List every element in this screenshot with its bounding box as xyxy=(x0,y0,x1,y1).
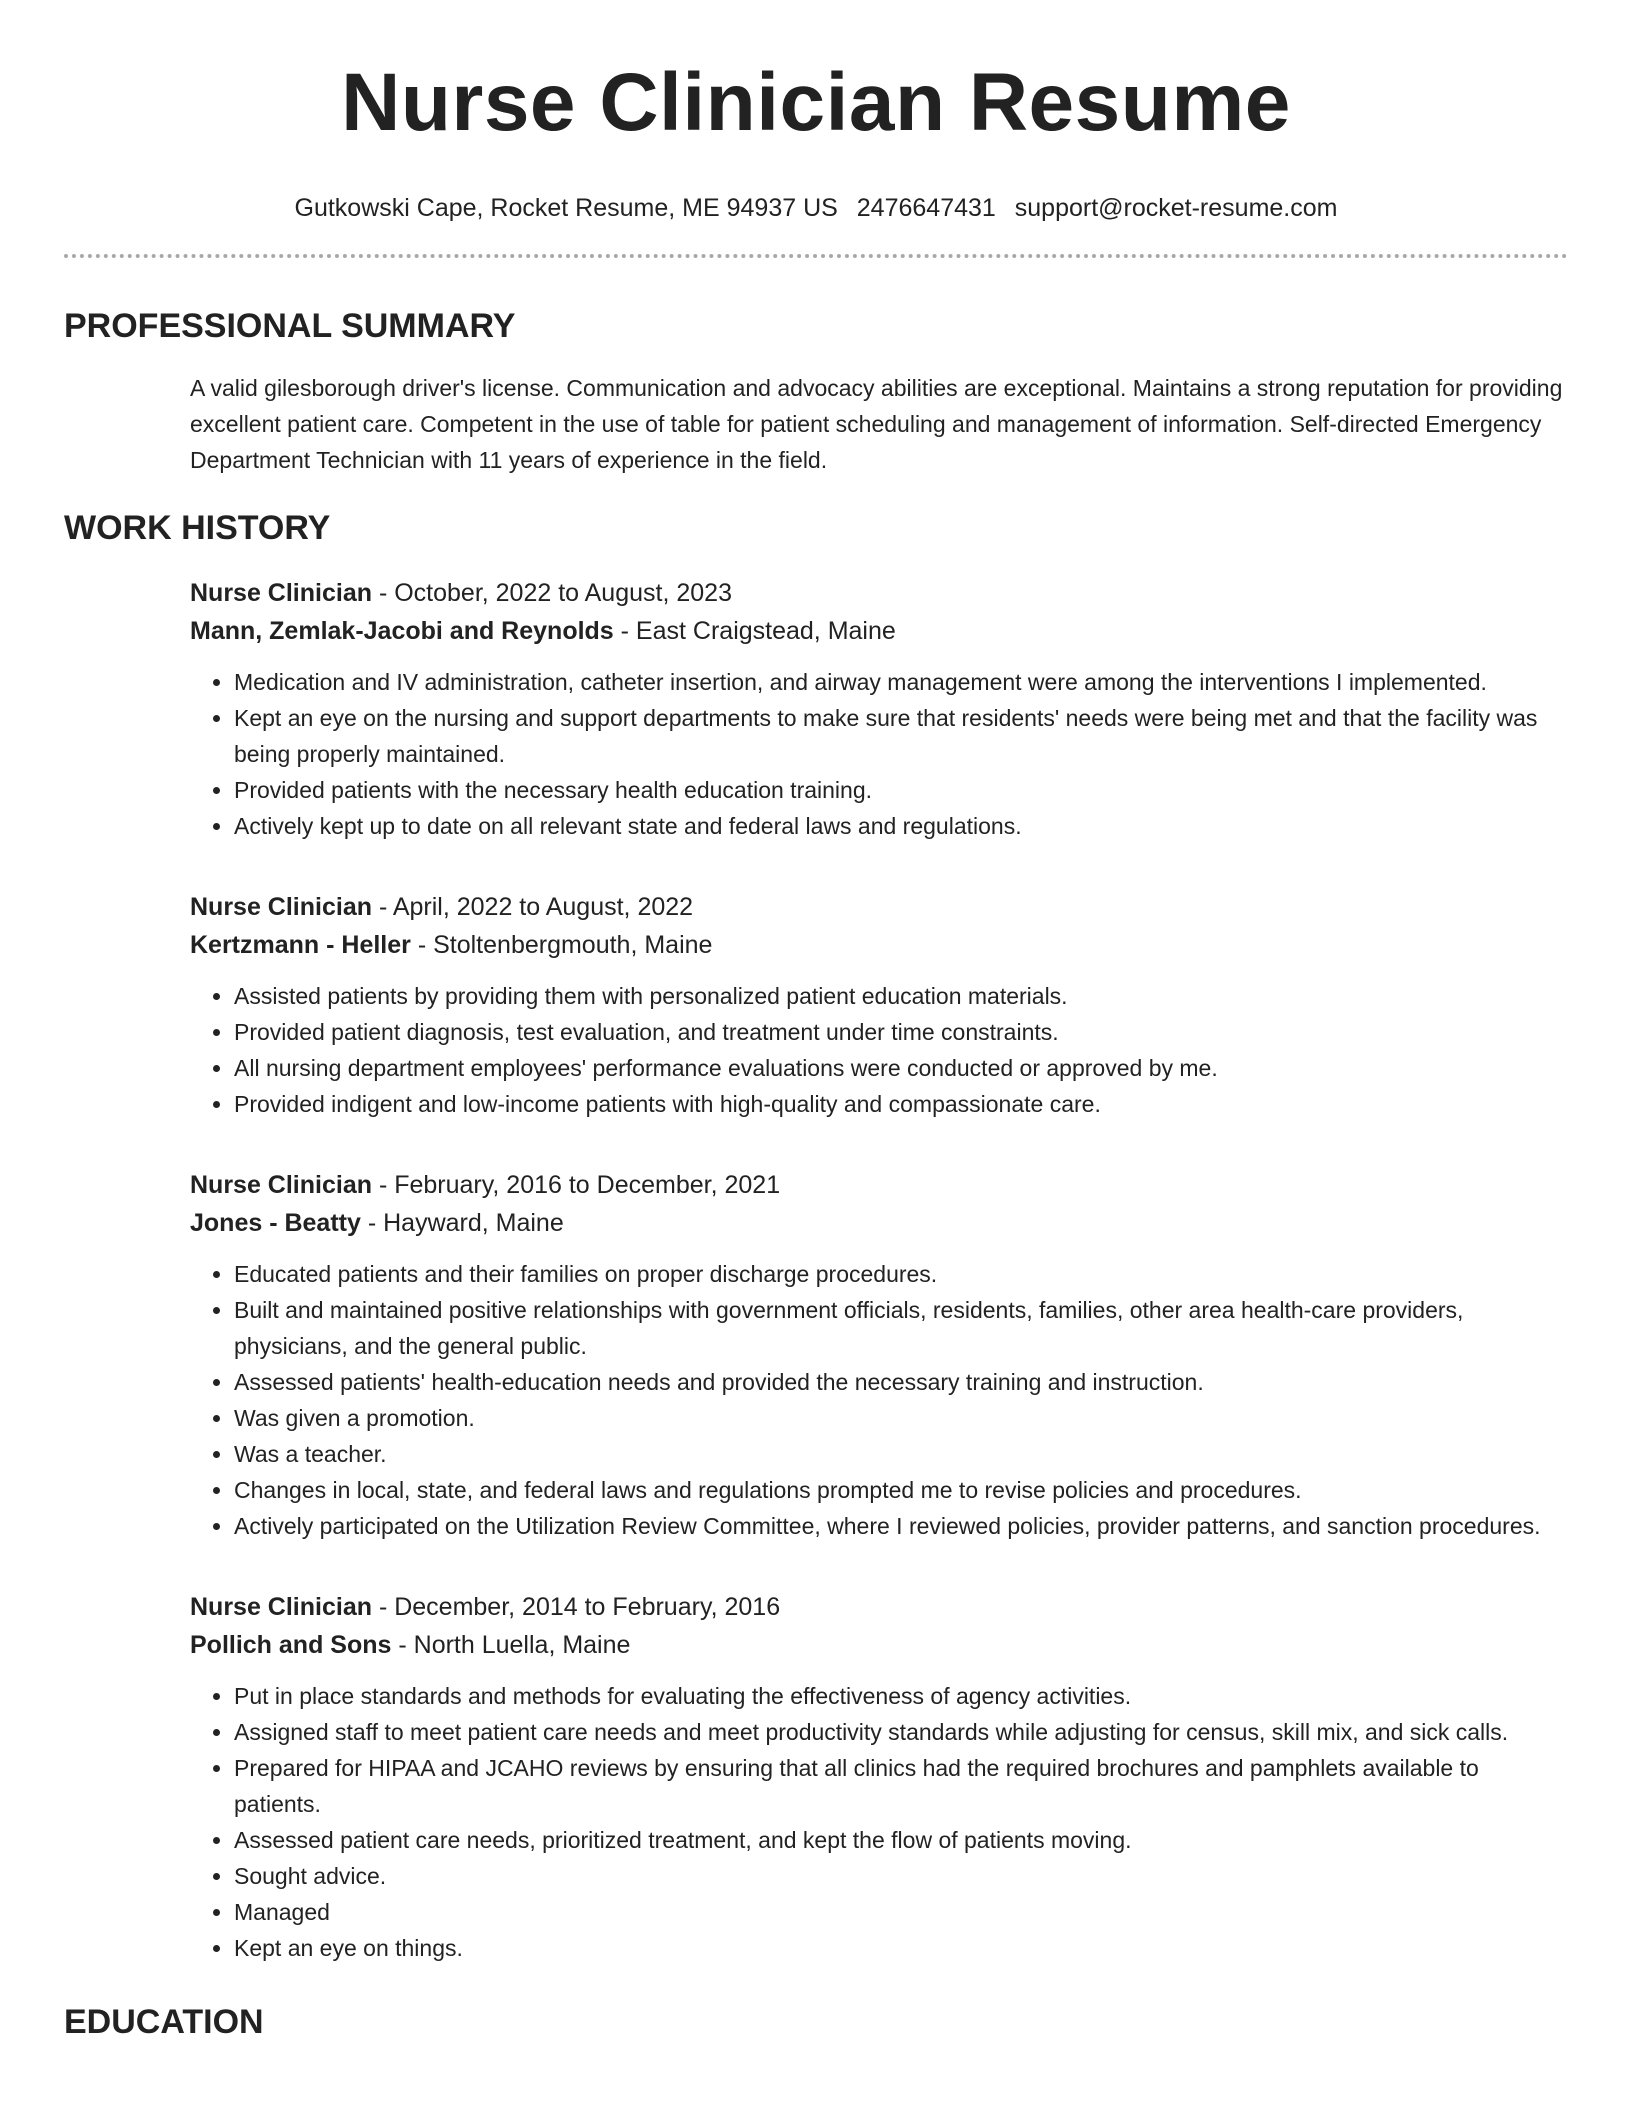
job-bullet: • Managed xyxy=(234,1894,1568,1930)
job-company-line xyxy=(190,1204,1568,1242)
job-bullet: • Actively kept up to date on all relevant state and federal laws and regulations. xyxy=(234,808,1568,844)
job-dates: - October, 2022 to August, 2023 xyxy=(372,579,732,607)
job-location: - East Craigstead, Maine xyxy=(613,617,896,645)
job-bullets xyxy=(190,664,1568,844)
job-title: Nurse Clinician xyxy=(190,1171,372,1199)
job-title-line xyxy=(190,1166,1568,1204)
job-bullet: • Was a teacher. xyxy=(234,1436,1568,1472)
header-divider xyxy=(64,254,1568,258)
job-title: Nurse Clinician xyxy=(190,893,372,921)
contact-phone: 2476647431 xyxy=(856,194,996,222)
job-bullet: • Medication and IV administration, catheter insertion, and airway management were among the interventions I implemented. xyxy=(234,664,1568,700)
job-bullet: • Kept an eye on the nursing and support departments to make sure that residents' needs were being met and that the facility was being properly maintained. xyxy=(234,700,1568,772)
job-bullet: • Assessed patients' health-education needs and provided the necessary training and instruction. xyxy=(234,1364,1568,1400)
job-entry xyxy=(190,1166,1568,1544)
job-company: Kertzmann - Heller xyxy=(190,931,411,959)
job-bullet: • Assisted patients by providing them with personalized patient education materials. xyxy=(234,978,1568,1014)
job-title: Nurse Clinician xyxy=(190,1593,372,1621)
education-section xyxy=(64,2002,1568,2042)
summary-heading: PROFESSIONAL SUMMARY xyxy=(64,307,516,345)
job-list xyxy=(190,574,1568,1966)
job-bullet: • Put in place standards and methods for evaluating the effectiveness of agency activities. xyxy=(234,1678,1568,1714)
contact-line xyxy=(64,192,1568,224)
job-bullet: • Provided patients with the necessary health education training. xyxy=(234,772,1568,808)
job-bullet: • Was given a promotion. xyxy=(234,1400,1568,1436)
work-history-heading: WORK HISTORY xyxy=(64,509,331,547)
job-dates: - February, 2016 to December, 2021 xyxy=(372,1171,781,1199)
contact-email: support@rocket-resume.com xyxy=(1014,194,1338,222)
job-dates: - April, 2022 to August, 2022 xyxy=(372,893,694,921)
professional-summary-section xyxy=(64,306,1568,478)
job-company: Pollich and Sons xyxy=(190,1631,392,1659)
job-bullets xyxy=(190,978,1568,1122)
job-entry xyxy=(190,888,1568,1122)
job-entry xyxy=(190,574,1568,844)
job-bullet: • All nursing department employees' performance evaluations were conducted or approved by me. xyxy=(234,1050,1568,1086)
job-dates: - December, 2014 to February, 2016 xyxy=(372,1593,781,1621)
job-location: - Stoltenbergmouth, Maine xyxy=(410,931,713,959)
job-location: - North Luella, Maine xyxy=(391,1631,631,1659)
job-bullet: • Provided indigent and low-income patients with high-quality and compassionate care. xyxy=(234,1086,1568,1122)
job-title-line xyxy=(190,1588,1568,1626)
job-title-line xyxy=(190,574,1568,612)
job-bullets xyxy=(190,1256,1568,1544)
job-company: Jones - Beatty xyxy=(190,1209,361,1237)
job-bullet: • Kept an eye on things. xyxy=(234,1930,1568,1966)
job-title: Nurse Clinician xyxy=(190,579,372,607)
job-entry xyxy=(190,1588,1568,1966)
job-bullet: • Built and maintained positive relationships with government officials, residents, families, other area health-care providers, physicians, and the general public. xyxy=(234,1292,1568,1364)
job-bullet: • Educated patients and their families on proper discharge procedures. xyxy=(234,1256,1568,1292)
job-bullet: • Sought advice. xyxy=(234,1858,1568,1894)
summary-text: A valid gilesborough driver's license. Communication and advocacy abilities are exceptional. Maintains a strong reputation for providing excellent patient care. Competent in the use of table for patient scheduling and management of information. Self-directed Emergency Department Technician with 11 years of experience in the field. xyxy=(190,375,1563,473)
resume-title: Nurse Clinician Resume xyxy=(341,57,1291,148)
work-history-section xyxy=(64,508,1568,1966)
job-bullet: • Assigned staff to meet patient care needs and meet productivity standards while adjusting for census, skill mix, and sick calls. xyxy=(234,1714,1568,1750)
job-bullets xyxy=(190,1678,1568,1966)
job-company-line xyxy=(190,612,1568,650)
resume-header xyxy=(64,0,1568,224)
job-location: - Hayward, Maine xyxy=(360,1209,564,1237)
job-bullet: • Prepared for HIPAA and JCAHO reviews by ensuring that all clinics had the required brochures and pamphlets available to patients. xyxy=(234,1750,1568,1822)
job-company-line xyxy=(190,1626,1568,1664)
job-company-line xyxy=(190,926,1568,964)
contact-address: Gutkowski Cape, Rocket Resume, ME 94937 US xyxy=(294,194,838,222)
job-bullet: • Actively participated on the Utilization Review Committee, where I reviewed policies, provider patterns, and sanction procedures. xyxy=(234,1508,1568,1544)
education-heading: EDUCATION xyxy=(64,2003,264,2041)
job-bullet: • Provided patient diagnosis, test evaluation, and treatment under time constraints. xyxy=(234,1014,1568,1050)
job-bullet: • Assessed patient care needs, prioritized treatment, and kept the flow of patients moving. xyxy=(234,1822,1568,1858)
job-title-line xyxy=(190,888,1568,926)
job-bullet: • Changes in local, state, and federal laws and regulations prompted me to revise policies and procedures. xyxy=(234,1472,1568,1508)
job-company: Mann, Zemlak-Jacobi and Reynolds xyxy=(190,617,614,645)
